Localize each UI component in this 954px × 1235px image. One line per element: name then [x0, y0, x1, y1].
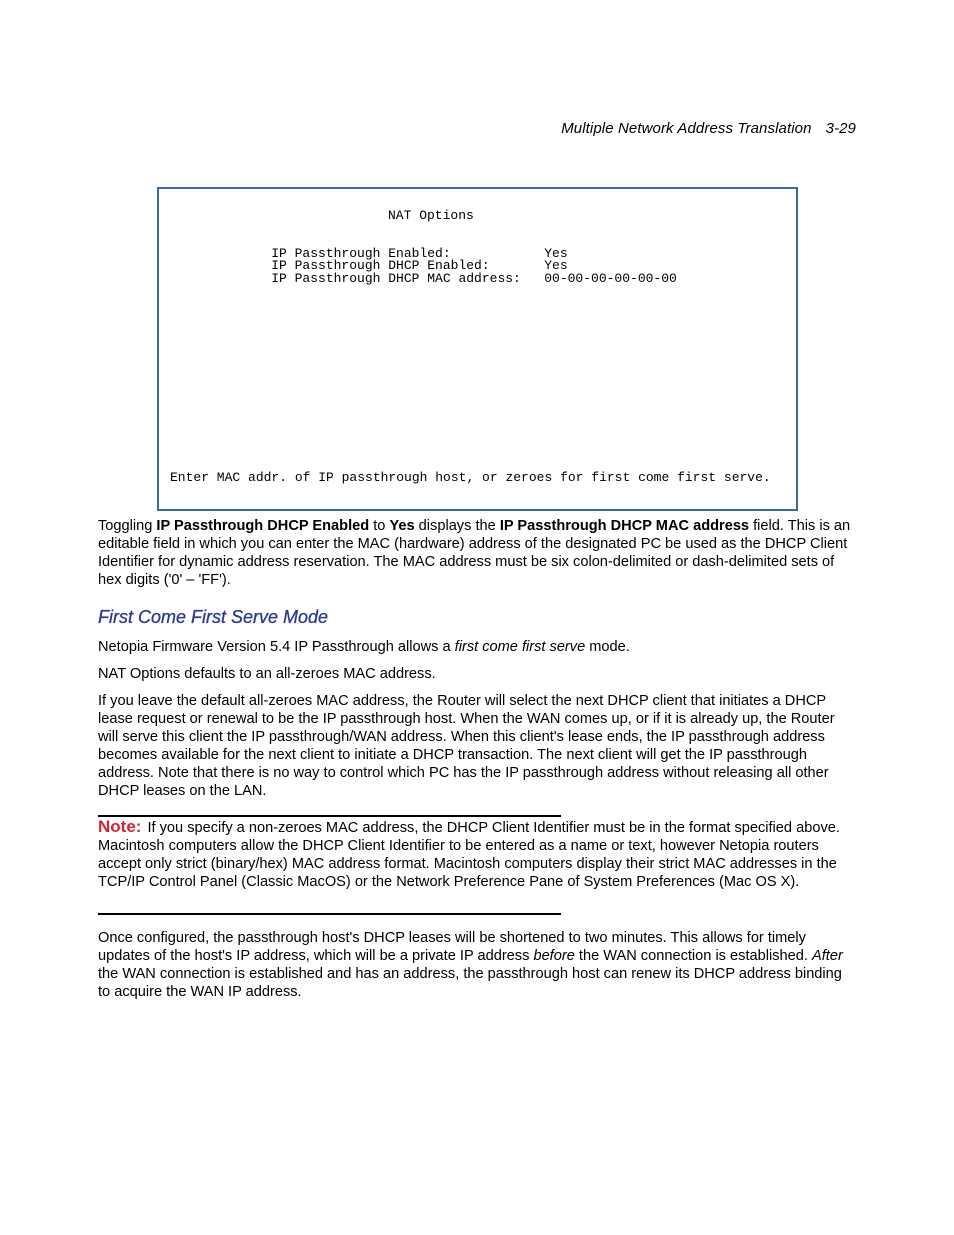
page-number: 3-29 — [825, 120, 856, 137]
emphasis: After — [811, 948, 843, 964]
section-paragraph-2: NAT Options defaults to an all-zeroes MAC address. — [98, 666, 436, 682]
terminal-row-label: IP Passthrough DHCP MAC address: — [271, 270, 521, 286]
terminal-row-value[interactable]: Yes — [544, 257, 568, 273]
note-top-rule — [98, 815, 561, 817]
note-block — [98, 818, 858, 891]
text-run: the WAN connection is established. — [574, 948, 812, 964]
emphasis: before — [533, 948, 575, 964]
text-run: to — [369, 518, 390, 534]
terminal-row-label: IP Passthrough Enabled: — [271, 245, 451, 261]
text-run: mode. — [585, 639, 630, 655]
text-run: field. This is an editable field in which you can enter the MAC (hardware) address of the designated PC be used as the DHCP Client Identifier for dynamic address reservation. The MAC address must be six colon-delimited or dash-delimited sets of hex digits ('0' – 'FF'). — [98, 518, 851, 588]
section-heading: First Come First Serve Mode — [98, 607, 329, 627]
note-text: If you specify a non-zeroes MAC address, the DHCP Client Identifier must be in the format specified above. Macintosh computers allow the DHCP Client Identifier to be entered as a name or text, however Netopia routers accept only strict (binary/hex) MAC address format. Macintosh computers display their strict MAC addresses in the TCP/IP Control Panel (Classic MacOS) or the Network Preference Pane of System Preferences (Mac OS X). — [98, 820, 840, 890]
closing-paragraph — [98, 929, 858, 1001]
text-run: Once configured, the passthrough host's DHCP leases will be shortened to two minutes. This allows for timely updates of the host's IP address, which will be a private IP address — [98, 930, 806, 964]
bold-term: IP Passthrough DHCP MAC address — [499, 518, 750, 534]
terminal-row-label: IP Passthrough DHCP Enabled: — [271, 257, 490, 273]
terminal-row-dhcp-mac-address[interactable] — [240, 257, 677, 298]
terminal-row-value[interactable]: Yes — [544, 245, 568, 261]
section-paragraph-3: If you leave the default all-zeroes MAC address, the Router will select the next DHCP client that initiates a DHCP lease request or renewal to be the IP passthrough host. When the WAN comes up, or if it is already up, the Router will serve this client the IP passthrough/WAN address. When this client's lease ends, the IP passthrough address becomes available for the next client to initiate a DHCP transaction. The next client will get the IP passthrough address. Note that there is no way to control which PC has the IP passthrough address without releasing all other DHCP leases on the LAN. — [98, 693, 835, 799]
text-run: the WAN connection is established and has an address, the passthrough host can renew its DHCP address binding to acquire the WAN IP address. — [98, 966, 842, 1000]
terminal-title: NAT Options — [388, 208, 474, 223]
note-bottom-rule — [98, 913, 561, 915]
emphasis: first come first serve — [454, 639, 586, 655]
bold-term: IP Passthrough DHCP Enabled — [156, 518, 370, 534]
running-header — [561, 120, 856, 137]
nat-options-terminal-screen — [157, 187, 798, 511]
intro-paragraph — [98, 517, 858, 589]
chapter-title: Multiple Network Address Translation — [561, 120, 812, 137]
section-paragraph-1 — [98, 638, 858, 656]
text-run: displays the — [414, 518, 500, 534]
mac-address-field[interactable]: 00-00-00-00-00-00 — [544, 270, 677, 286]
text-run: Toggling — [98, 518, 157, 534]
text-run: Netopia Firmware Version 5.4 IP Passthrough allows a — [98, 639, 455, 655]
bold-term: Yes — [389, 518, 415, 534]
note-label: Note: — [98, 817, 142, 836]
terminal-footer-prompt: Enter MAC addr. of IP passthrough host, or zeroes for first come first serve. — [170, 470, 771, 485]
